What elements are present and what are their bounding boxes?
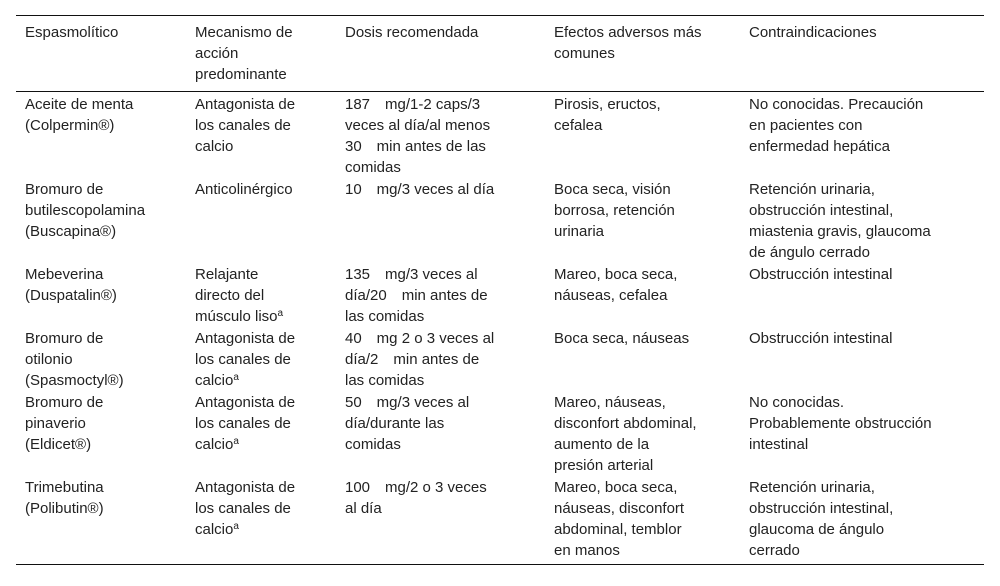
cell-line: Obstrucción intestinal <box>749 266 893 283</box>
cell-line: miastenia gravis, glaucoma <box>749 223 931 240</box>
cell-line: Antagonista de <box>195 330 296 347</box>
cell-line: Relajante <box>195 266 259 283</box>
cell-espasmolitico <box>16 264 186 327</box>
table-row <box>16 328 984 392</box>
cell-line: presión arterial <box>554 457 654 474</box>
footnote-marker: a <box>233 372 239 383</box>
cell-line: intestinal <box>749 436 809 453</box>
cell-line: Boca seca, náuseas <box>554 330 690 347</box>
cell-line: 50 mg/3 veces al <box>345 394 470 411</box>
cell-line: disconfort abdominal, <box>554 415 697 432</box>
cell-line: en manos <box>554 542 620 559</box>
cell-line: (Colpermin®) <box>25 117 115 134</box>
cell-efectos-adversos <box>545 477 740 561</box>
cell-line: Anticolinérgico <box>195 181 293 198</box>
cell-line: de ángulo cerrado <box>749 244 870 261</box>
footnote-marker: a <box>233 521 239 532</box>
cell-line: (Buscapina®) <box>25 223 117 240</box>
table-row <box>16 94 984 179</box>
cell-line: pinaverio <box>25 415 86 432</box>
cell-espasmolitico <box>16 94 186 178</box>
cell-line: comidas <box>345 436 401 453</box>
cell-efectos-adversos <box>545 392 740 476</box>
table-bottom-rule <box>16 564 984 565</box>
cell-line: los canales de <box>195 415 291 432</box>
cell-line: No conocidas. Precaución <box>749 96 924 113</box>
cell-line: butilescopolamina <box>25 202 146 219</box>
cell-line: los canales de <box>195 351 291 368</box>
table-row <box>16 179 984 264</box>
cell-line: náuseas, disconfort <box>554 500 685 517</box>
table-header-row <box>16 16 984 91</box>
cell-contraindicaciones <box>740 477 984 561</box>
cell-dosis <box>336 179 545 263</box>
cell-espasmolitico <box>16 179 186 263</box>
cell-contraindicaciones <box>740 328 984 391</box>
cell-line: en pacientes con <box>749 117 863 134</box>
cell-line: náuseas, cefalea <box>554 287 668 304</box>
cell-line: músculo liso$^a$ <box>195 308 284 325</box>
cell-line: Trimebutina <box>25 479 104 496</box>
cell-line: 10 mg/3 veces al día <box>345 181 495 198</box>
cell-contraindicaciones <box>740 179 984 263</box>
cell-dosis <box>336 392 545 476</box>
header-espasmolitico: Espasmolítico <box>25 24 119 41</box>
cell-line: glaucoma de ángulo <box>749 521 885 538</box>
table-row <box>16 477 984 562</box>
cell-line: cefalea <box>554 117 603 134</box>
cell-line: Obstrucción intestinal <box>749 330 893 347</box>
header-contraindicaciones: Contraindicaciones <box>749 24 877 41</box>
cell-line: calcio <box>195 138 234 155</box>
cell-line: (Eldicet®) <box>25 436 92 453</box>
cell-line: aumento de la <box>554 436 650 453</box>
header-efectos-adversos: Efectos adversos más comunes <box>554 24 702 62</box>
cell-line: obstrucción intestinal, <box>749 500 894 517</box>
spasmolytics-table <box>16 15 984 565</box>
cell-line: otilonio <box>25 351 73 368</box>
cell-line: 100 mg/2 o 3 veces <box>345 479 487 496</box>
cell-line: 187 mg/1-2 caps/3 <box>345 96 481 113</box>
cell-mecanismo <box>186 477 336 561</box>
cell-contraindicaciones <box>740 392 984 476</box>
cell-mecanismo <box>186 94 336 178</box>
cell-mecanismo <box>186 179 336 263</box>
cell-line: calcio$^a$ <box>195 521 239 538</box>
cell-line: día/20 min antes de <box>345 287 488 304</box>
cell-line: calcio$^a$ <box>195 372 239 389</box>
cell-line: Bromuro de <box>25 330 104 347</box>
cell-line: Retención urinaria, <box>749 181 875 198</box>
cell-efectos-adversos <box>545 179 740 263</box>
cell-efectos-adversos <box>545 328 740 391</box>
cell-line: calcio$^a$ <box>195 436 239 453</box>
cell-line: obstrucción intestinal, <box>749 202 894 219</box>
cell-line: Aceite de menta <box>25 96 134 113</box>
cell-line: Mareo, náuseas, <box>554 394 666 411</box>
cell-line: Mareo, boca seca, <box>554 266 678 283</box>
cell-contraindicaciones <box>740 94 984 178</box>
cell-line: 40 mg 2 o 3 veces al <box>345 330 495 347</box>
cell-line: urinaria <box>554 223 605 240</box>
cell-line: las comidas <box>345 372 425 389</box>
cell-line: Probablemente obstrucción <box>749 415 932 432</box>
cell-espasmolitico <box>16 477 186 561</box>
cell-line: Antagonista de <box>195 394 296 411</box>
footnote-marker: a <box>277 308 284 319</box>
cell-line: borrosa, retención <box>554 202 675 219</box>
cell-line: directo del <box>195 287 265 304</box>
cell-line: 135 mg/3 veces al <box>345 266 478 283</box>
cell-line: los canales de <box>195 117 291 134</box>
table-row <box>16 392 984 477</box>
cell-line: No conocidas. <box>749 394 845 411</box>
table-body <box>16 92 984 564</box>
cell-line: día/2 min antes de <box>345 351 480 368</box>
cell-mecanismo <box>186 392 336 476</box>
cell-line: al día <box>345 500 382 517</box>
cell-dosis <box>336 328 545 391</box>
cell-line: Bromuro de <box>25 394 104 411</box>
cell-line: Mareo, boca seca, <box>554 479 678 496</box>
cell-line: Antagonista de <box>195 96 296 113</box>
cell-line: cerrado <box>749 542 800 559</box>
footnote-marker: a <box>233 436 239 447</box>
cell-line: Mebeverina <box>25 266 104 283</box>
header-dosis: Dosis recomendada <box>345 24 479 41</box>
cell-dosis <box>336 264 545 327</box>
cell-dosis <box>336 94 545 178</box>
cell-line: día/durante las <box>345 415 445 432</box>
cell-efectos-adversos <box>545 94 740 178</box>
cell-contraindicaciones <box>740 264 984 327</box>
cell-dosis <box>336 477 545 561</box>
cell-mecanismo <box>186 264 336 327</box>
cell-line: Pirosis, eructos, <box>554 96 661 113</box>
cell-line: veces al día/al menos <box>345 117 491 134</box>
cell-line: Antagonista de <box>195 479 296 496</box>
cell-line: Retención urinaria, <box>749 479 875 496</box>
cell-line: Boca seca, visión <box>554 181 671 198</box>
header-mecanismo: Mecanismo de acción predominante <box>195 24 293 83</box>
cell-espasmolitico <box>16 392 186 476</box>
cell-efectos-adversos <box>545 264 740 327</box>
cell-espasmolitico <box>16 328 186 391</box>
cell-line: Bromuro de <box>25 181 104 198</box>
cell-line: los canales de <box>195 500 291 517</box>
cell-line: comidas <box>345 159 401 176</box>
cell-line: 30 min antes de las <box>345 138 486 155</box>
cell-line: (Duspatalin®) <box>25 287 117 304</box>
cell-line: (Polibutin®) <box>25 500 104 517</box>
cell-line: las comidas <box>345 308 425 325</box>
cell-line: abdominal, temblor <box>554 521 682 538</box>
cell-line: enfermedad hepática <box>749 138 890 155</box>
table-row <box>16 264 984 328</box>
cell-line: (Spasmoctyl®) <box>25 372 124 389</box>
cell-mecanismo <box>186 328 336 391</box>
